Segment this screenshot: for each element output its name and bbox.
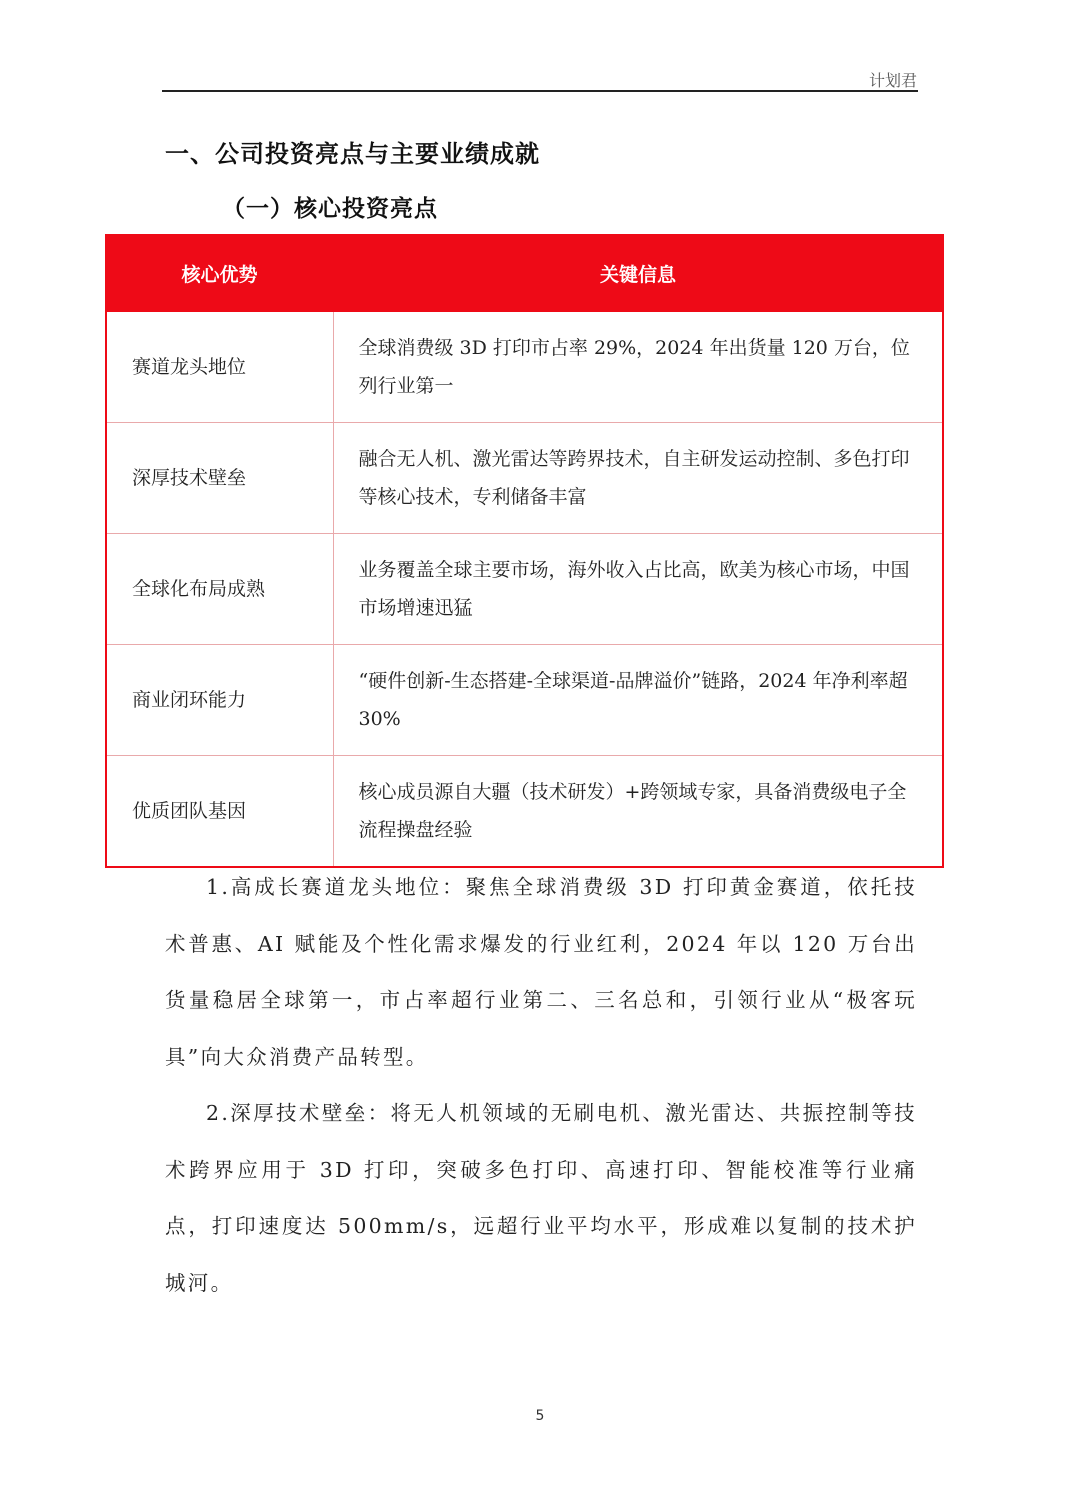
info-cell: 融合无人机、激光雷达等跨界技术，自主研发运动控制、多色打印等核心技术，专利储备丰富	[333, 423, 943, 534]
advantage-cell: 优质团队基因	[106, 756, 333, 868]
highlights-table	[105, 234, 944, 868]
paragraph-tech-barrier: 2.深厚技术壁垒：将无人机领域的无刷电机、激光雷达、共振控制等技术跨界应用于 3D 打印，突破多色打印、高速打印、智能校准等行业痛点，打印速度达 500mm/s，远超行业平均水平，形成难以复制的技术护城河。	[165, 1101, 917, 1295]
header-brand: 计划君	[868, 71, 917, 90]
table-header-row	[106, 235, 943, 311]
paragraph-market-leadership: 1.高成长赛道龙头地位：聚焦全球消费级 3D 打印黄金赛道，依托技术普惠、AI 赋能及个性化需求爆发的行业红利，2024 年以 120 万台出货量稳居全球第一，市占率超行业第二、三名总和，引领行业从“极客玩具”向大众消费产品转型。	[165, 875, 917, 1069]
info-cell: 业务覆盖全球主要市场，海外收入占比高，欧美为核心市场，中国市场增速迅猛	[333, 534, 943, 645]
advantage-cell: 深厚技术壁垒	[106, 423, 333, 534]
table-row	[106, 645, 943, 756]
advantage-cell: 全球化布局成熟	[106, 534, 333, 645]
subsection-title: （一）核心投资亮点	[222, 196, 438, 222]
section-title: 一、公司投资亮点与主要业绩成就	[165, 140, 540, 168]
table-row	[106, 311, 943, 423]
header-cell-advantage: 核心优势	[106, 235, 333, 311]
info-cell: “硬件创新-生态搭建-全球渠道-品牌溢价”链路，2024 年净利率超 30%	[333, 645, 943, 756]
advantage-cell: 商业闭环能力	[106, 645, 333, 756]
header-divider	[162, 90, 918, 92]
advantage-cell: 赛道龙头地位	[106, 311, 333, 423]
info-cell: 核心成员源自大疆（技术研发）+跨领域专家，具备消费级电子全流程操盘经验	[333, 756, 943, 868]
info-cell: 全球消费级 3D 打印市占率 29%，2024 年出货量 120 万台，位列行业第一	[333, 311, 943, 423]
table-row	[106, 423, 943, 534]
header-cell-info: 关键信息	[333, 235, 943, 311]
table-row	[106, 534, 943, 645]
table-row	[106, 756, 943, 868]
page-number: 5	[535, 1408, 545, 1424]
